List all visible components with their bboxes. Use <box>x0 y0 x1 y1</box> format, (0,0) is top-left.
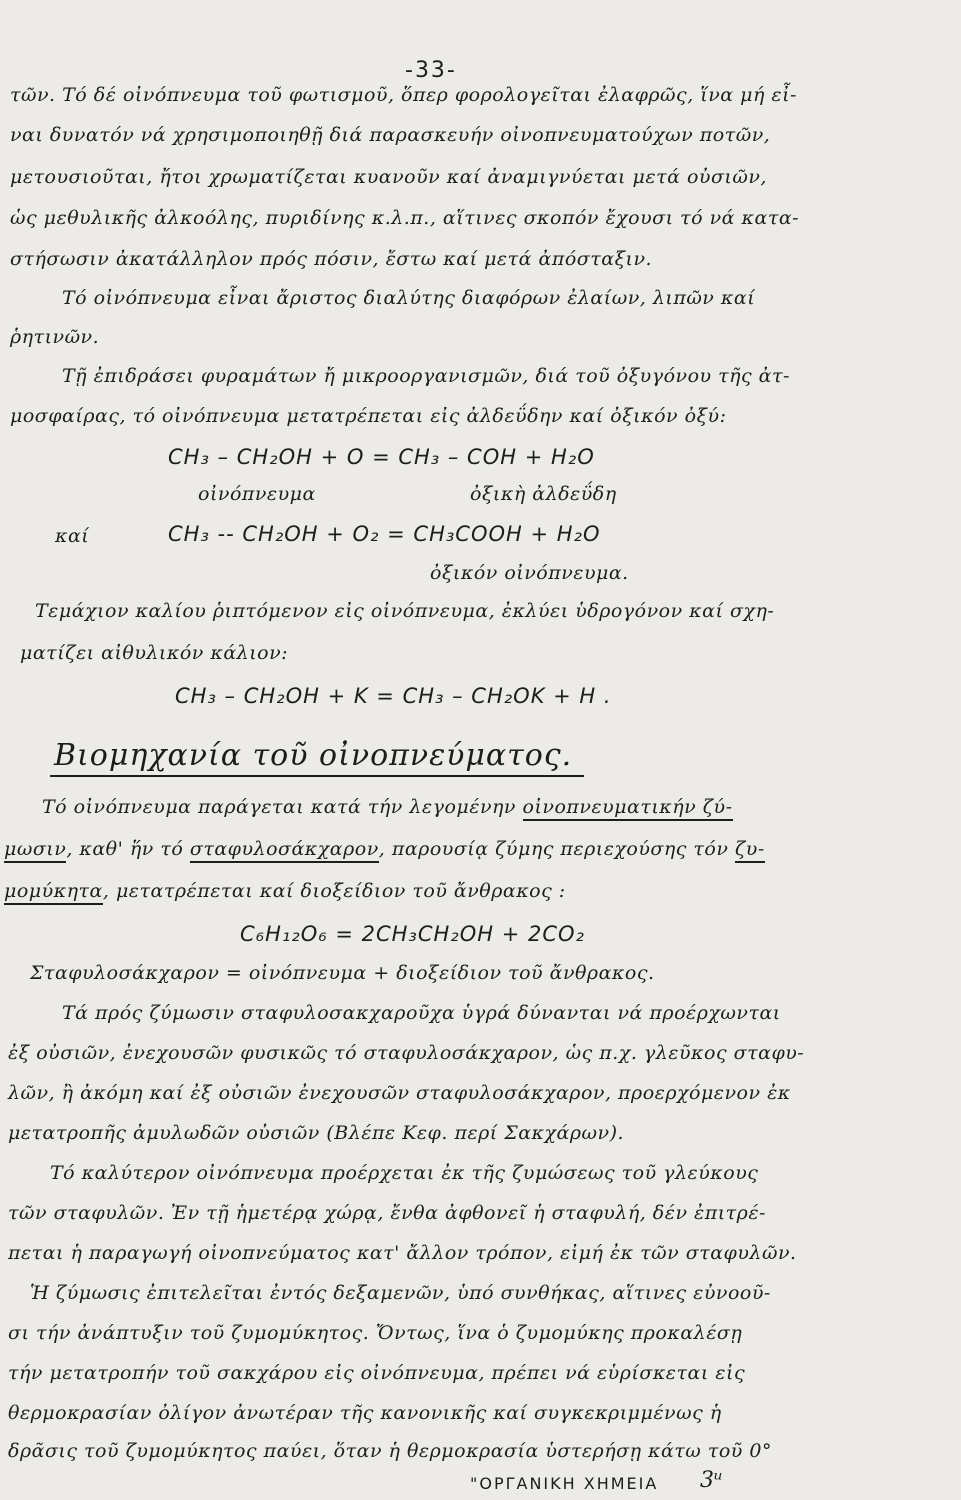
text-line: στήσωσιν ἀκατάλληλον πρός πόσιν, ἔστω καί μετά ἀπόσταξιν. <box>10 248 653 270</box>
underlined-term: οἰνοπνευματικήν ζύ- <box>523 796 733 821</box>
text-line: ναι δυνατόν νά χρησιμοποιηθῇ διά παρασκευήν οἰνοπνευματούχων ποτῶν, <box>10 124 771 146</box>
chemical-equation: C₆H₁₂O₆ = 2CH₃CH₂OH + 2CO₂ <box>240 922 585 946</box>
text-span: , παρουσίᾳ ζύμης περιεχούσης τόν <box>378 838 735 860</box>
chemical-equation: CH₃ – CH₂OH + O = CH₃ – COH + H₂O <box>168 445 595 469</box>
text-line: μετουσιοῦται, ἤτοι χρωματίζεται κυανοῦν καί ἀναμιγνύεται μετά οὐσιῶν, <box>10 166 767 188</box>
page-number: -33- <box>405 58 457 83</box>
text-line: σι τήν ἀνάπτυξιν τοῦ ζυμομύκητος. Ὄντως, ἵνα ὁ ζυμομύκης προκαλέσῃ <box>8 1322 743 1344</box>
equation-label: ὀξικὴ ἀλδεΰδη <box>470 483 617 505</box>
text-line: ματίζει αἰθυλικόν κάλιον: <box>20 642 289 664</box>
text-line: μοσφαίρας, τό οἰνόπνευμα μετατρέπεται εἰς ἀλδεΰδην καί ὀξικόν ὀξύ: <box>10 405 727 427</box>
text-line: ὡς μεθυλικῆς ἀλκοόλης, πυριδίνης κ.λ.π., αἵτινες σκοπόν ἔχουσι τό νά κατα- <box>10 207 800 229</box>
text-line: θερμοκρασίαν ὀλίγον ἀνωτέραν τῆς κανονικῆς καί συγκεκριμμένως ἡ <box>8 1402 722 1424</box>
text-line: τῶν. Τό δέ οἰνόπνευμα τοῦ φωτισμοῦ, ὅπερ φορολογεῖται ἐλαφρῶς, ἵνα μή εἶ- <box>10 84 797 106</box>
underlined-term: σταφυλοσάκχαρον <box>190 838 379 863</box>
text-line: λῶν, ἢ ἀκόμη καί ἐξ οὐσιῶν ἐνεχουσῶν σταφυλοσάκχαρον, προερχόμενον ἐκ <box>8 1082 791 1104</box>
text-line: τήν μετατροπήν τοῦ σακχάρου εἰς οἰνόπνευμα, πρέπει νά εὑρίσκεται εἰς <box>8 1362 746 1384</box>
text-span: , μετατρέπεται καί διοξείδιον τοῦ ἄνθρακος : <box>102 880 566 902</box>
text-line: Τό οἰνόπνευμα εἶναι ἄριστος διαλύτης διαφόρων ἐλαίων, λιπῶν καί <box>62 287 756 309</box>
text-line: μετατροπῆς ἀμυλωδῶν οὐσιῶν (Βλέπε Κεφ. περί Σακχάρων). <box>8 1122 625 1144</box>
text-line <box>4 838 765 860</box>
equation-prefix: καί <box>55 525 90 547</box>
text-line <box>42 796 733 818</box>
chemical-equation: CH₃ – CH₂OH + K = CH₃ – CH₂OK + H . <box>175 684 612 708</box>
text-line: Τῇ ἐπιδράσει φυραμάτων ἤ μικροοργανισμῶν, διά τοῦ ὀξυγόνου τῆς ἀτ- <box>62 365 790 387</box>
text-line: πεται ἡ παραγωγή οἰνοπνεύματος κατ' ἄλλον τρόπον, εἰμή ἐκ τῶν σταφυλῶν. <box>8 1242 797 1264</box>
underlined-term: μωσιν <box>4 838 66 863</box>
underlined-term: ζυ- <box>735 838 765 863</box>
text-line <box>4 880 566 902</box>
equation-caption: Σταφυλοσάκχαρον = οἰνόπνευμα + διοξείδιον τοῦ ἄνθρακος. <box>30 962 655 984</box>
text-line: δρᾶσις τοῦ ζυμομύκητος παύει, ὅταν ἡ θερμοκρασία ὑστερήσῃ κάτω τοῦ 0° <box>8 1440 772 1462</box>
text-line: ἐξ οὐσιῶν, ἐνεχουσῶν φυσικῶς τό σταφυλοσάκχαρον, ὡς π.χ. γλεῦκος σταφυ- <box>8 1042 805 1064</box>
text-line: ῥητινῶν. <box>10 326 100 348</box>
text-span: Τό οἰνόπνευμα παράγεται κατά τήν λεγομένην <box>42 796 523 818</box>
text-line: Τό καλύτερον οἰνόπνευμα προέρχεται ἐκ τῆς ζυμώσεως τοῦ γλεύκους <box>50 1162 759 1184</box>
footer-title: "ΟΡΓΑΝΙΚΗ ΧΗΜΕΙΑ <box>470 1474 659 1493</box>
text-line: Ἡ ζύμωσις ἐπιτελεῖται ἐντός δεξαμενῶν, ὑπό συνθήκας, αἵτινες εὐνοοῦ- <box>30 1282 771 1304</box>
text-line: τῶν σταφυλῶν. Ἐν τῇ ἡμετέρᾳ χώρᾳ, ἔνθα ἀφθονεῖ ἡ σταφυλή, δέν ἐπιτρέ- <box>8 1202 766 1224</box>
chemical-equation: CH₃ -- CH₂OH + O₂ = CH₃COOH + H₂O <box>168 522 601 546</box>
equation-label: ὀξικόν οἰνόπνευμα. <box>430 562 629 584</box>
text-line: Τά πρός ζύμωσιν σταφυλοσακχαροῦχα ὑγρά δύνανται νά προέρχωνται <box>62 1002 781 1024</box>
equation-label: οἰνόπνευμα <box>198 483 316 505</box>
underlined-term: μομύκητα <box>4 880 103 905</box>
text-line: Τεμάχιον καλίου ῥιπτόμενον εἰς οἰνόπνευμα, ἐκλύει ὑδρογόνον καί σχη- <box>35 600 775 622</box>
text-span: , καθ' ἥν τό <box>66 838 190 860</box>
section-heading: Βιομηχανία τοῦ οἰνοπνεύματος. <box>50 738 584 777</box>
footer-signature: 3ᵘ <box>700 1468 723 1493</box>
